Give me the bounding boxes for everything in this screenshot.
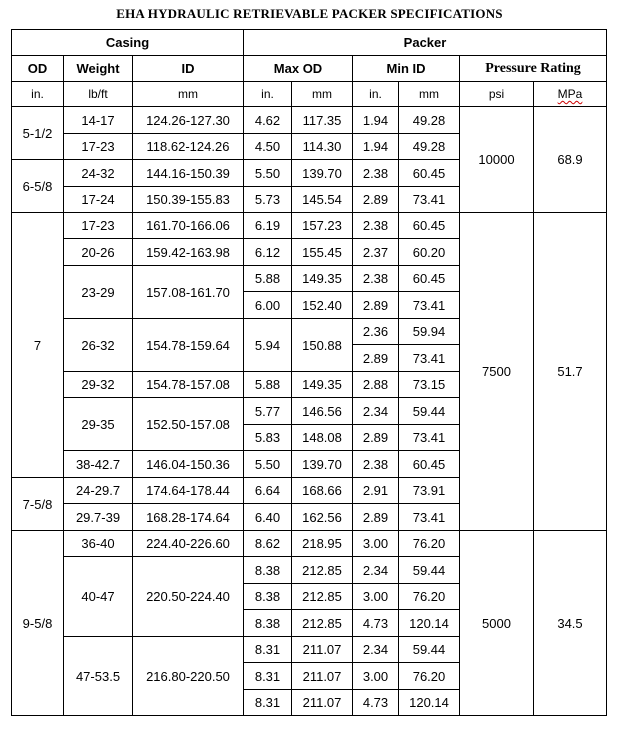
max-od-in-cell: 5.88 (244, 266, 292, 292)
id-cell: 157.08-161.70 (133, 266, 244, 319)
min-id-in-cell: 4.73 (353, 690, 399, 716)
od-cell: 6-5/8 (12, 160, 64, 213)
min-id-mm-cell: 73.41 (399, 504, 460, 531)
weight-cell: 17-23 (64, 134, 133, 160)
max-od-in-cell: 5.50 (244, 451, 292, 478)
weight-cell: 14-17 (64, 107, 133, 134)
weight-header: Weight (64, 56, 133, 82)
min-id-mm-cell: 60.45 (399, 451, 460, 478)
id-cell: 154.78-157.08 (133, 372, 244, 398)
od-header: OD (12, 56, 64, 82)
id-cell: 161.70-166.06 (133, 213, 244, 239)
id-cell: 150.39-155.83 (133, 187, 244, 213)
min-id-mm-cell: 73.41 (399, 187, 460, 213)
mpa-cell: 68.9 (534, 107, 607, 213)
weight-cell: 24-32 (64, 160, 133, 187)
max-od-in-cell: 4.50 (244, 134, 292, 160)
mpa-unit (534, 82, 607, 107)
max-od-mm-cell: 211.07 (292, 690, 353, 716)
weight-cell: 36-40 (64, 531, 133, 557)
max-od-in-cell: 8.38 (244, 584, 292, 610)
max-od-mm-cell: 157.23 (292, 213, 353, 239)
max-od-mm-cell: 150.88 (292, 319, 353, 372)
id-cell: 152.50-157.08 (133, 398, 244, 451)
min-id-mm-cell: 73.41 (399, 425, 460, 451)
max-od-in-cell: 5.83 (244, 425, 292, 451)
pressure-rating-header: Pressure Rating (460, 56, 607, 82)
min-id-in-cell: 2.38 (353, 160, 399, 187)
max-od-mm-cell: 139.70 (292, 160, 353, 187)
id-cell: 216.80-220.50 (133, 637, 244, 716)
max-od-mm-cell: 114.30 (292, 134, 353, 160)
min-id-mm-cell: 76.20 (399, 584, 460, 610)
min-id-mm-cell: 59.44 (399, 398, 460, 425)
casing-header: Casing (12, 30, 244, 56)
max-od-mm-cell: 149.35 (292, 372, 353, 398)
min-id-mm-cell: 60.45 (399, 160, 460, 187)
max-od-in-cell: 6.64 (244, 478, 292, 504)
weight-cell: 17-24 (64, 187, 133, 213)
id-cell: 144.16-150.39 (133, 160, 244, 187)
min-id-in-cell: 2.38 (353, 266, 399, 292)
mpa-cell: 34.5 (534, 531, 607, 716)
min-id-mm-cell: 49.28 (399, 107, 460, 134)
max-od-mm-cell: 146.56 (292, 398, 353, 425)
max-od-mm-cell: 162.56 (292, 504, 353, 531)
id-cell: 124.26-127.30 (133, 107, 244, 134)
min-id-in-cell: 2.34 (353, 637, 399, 663)
id-unit: mm (133, 82, 244, 107)
min-id-mm-cell: 60.45 (399, 213, 460, 239)
max-od-in-cell: 5.88 (244, 372, 292, 398)
max-od-mm-cell: 168.66 (292, 478, 353, 504)
max-od-in-cell: 4.62 (244, 107, 292, 134)
max-od-in-cell: 6.00 (244, 292, 292, 319)
min-id-in-cell: 2.38 (353, 451, 399, 478)
min-id-mm-cell: 73.15 (399, 372, 460, 398)
header-row-group (12, 30, 607, 56)
min-id-in-cell: 2.91 (353, 478, 399, 504)
min-id-mm-cell: 60.20 (399, 239, 460, 266)
min-id-in-cell: 2.88 (353, 372, 399, 398)
min-id-in-cell: 2.89 (353, 345, 399, 372)
packer-spec-table (11, 29, 607, 716)
weight-cell: 29-32 (64, 372, 133, 398)
min-id-mm-cell: 73.91 (399, 478, 460, 504)
weight-cell: 20-26 (64, 239, 133, 266)
id-cell: 159.42-163.98 (133, 239, 244, 266)
min-id-in-cell: 2.34 (353, 557, 399, 584)
weight-cell: 38-42.7 (64, 451, 133, 478)
table-row (12, 213, 607, 239)
id-cell: 168.28-174.64 (133, 504, 244, 531)
od-cell: 5-1/2 (12, 107, 64, 160)
min-id-mm-unit: mm (399, 82, 460, 107)
table-row (12, 107, 607, 134)
max-od-mm-cell: 148.08 (292, 425, 353, 451)
min-id-in-unit: in. (353, 82, 399, 107)
id-cell: 118.62-124.26 (133, 134, 244, 160)
min-id-in-cell: 2.36 (353, 319, 399, 345)
max-od-in-unit: in. (244, 82, 292, 107)
max-od-mm-cell: 117.35 (292, 107, 353, 134)
page-title: EHA HYDRAULIC RETRIEVABLE PACKER SPECIFICATIONS (116, 6, 503, 21)
weight-cell: 17-23 (64, 213, 133, 239)
max-od-mm-cell: 139.70 (292, 451, 353, 478)
min-id-mm-cell: 120.14 (399, 610, 460, 637)
od-cell: 9-5/8 (12, 531, 64, 716)
weight-cell: 29-35 (64, 398, 133, 451)
max-od-in-cell: 6.19 (244, 213, 292, 239)
min-id-in-cell: 1.94 (353, 107, 399, 134)
id-cell: 146.04-150.36 (133, 451, 244, 478)
weight-cell: 24-29.7 (64, 478, 133, 504)
id-cell: 154.78-159.64 (133, 319, 244, 372)
max-od-in-cell: 5.73 (244, 187, 292, 213)
max-od-mm-cell: 212.85 (292, 610, 353, 637)
min-id-in-cell: 2.89 (353, 187, 399, 213)
max-od-mm-cell: 211.07 (292, 637, 353, 663)
header-row-columns (12, 56, 607, 82)
min-id-in-cell: 2.89 (353, 292, 399, 319)
weight-cell: 47-53.5 (64, 637, 133, 716)
max-od-header: Max OD (244, 56, 353, 82)
min-id-mm-cell: 49.28 (399, 134, 460, 160)
od-cell: 7 (12, 213, 64, 478)
max-od-in-cell: 6.12 (244, 239, 292, 266)
weight-cell: 29.7-39 (64, 504, 133, 531)
min-id-mm-cell: 59.44 (399, 637, 460, 663)
min-id-mm-cell: 60.45 (399, 266, 460, 292)
max-od-mm-cell: 211.07 (292, 663, 353, 690)
table-row (12, 531, 607, 557)
units-row (12, 82, 607, 107)
od-unit: in. (12, 82, 64, 107)
psi-cell: 5000 (460, 531, 534, 716)
min-id-mm-cell: 73.41 (399, 292, 460, 319)
mpa-unit-text: MPa (557, 87, 583, 101)
id-cell: 224.40-226.60 (133, 531, 244, 557)
min-id-mm-cell: 76.20 (399, 663, 460, 690)
id-cell: 220.50-224.40 (133, 557, 244, 637)
psi-cell: 10000 (460, 107, 534, 213)
max-od-in-cell: 8.38 (244, 557, 292, 584)
max-od-mm-cell: 152.40 (292, 292, 353, 319)
min-id-in-cell: 2.38 (353, 213, 399, 239)
max-od-in-cell: 8.62 (244, 531, 292, 557)
max-od-in-cell: 8.31 (244, 663, 292, 690)
max-od-in-cell: 5.77 (244, 398, 292, 425)
weight-cell: 26-32 (64, 319, 133, 372)
max-od-mm-cell: 218.95 (292, 531, 353, 557)
weight-unit: lb/ft (64, 82, 133, 107)
min-id-in-cell: 3.00 (353, 531, 399, 557)
min-id-mm-cell: 76.20 (399, 531, 460, 557)
packer-header: Packer (244, 30, 607, 56)
id-cell: 174.64-178.44 (133, 478, 244, 504)
min-id-in-cell: 2.34 (353, 398, 399, 425)
max-od-mm-unit: mm (292, 82, 353, 107)
min-id-header: Min ID (353, 56, 460, 82)
min-id-in-cell: 2.89 (353, 425, 399, 451)
min-id-in-cell: 2.37 (353, 239, 399, 266)
max-od-in-cell: 5.94 (244, 319, 292, 372)
max-od-in-cell: 8.38 (244, 610, 292, 637)
weight-cell: 23-29 (64, 266, 133, 319)
id-header: ID (133, 56, 244, 82)
psi-cell: 7500 (460, 213, 534, 531)
min-id-in-cell: 3.00 (353, 663, 399, 690)
min-id-in-cell: 1.94 (353, 134, 399, 160)
max-od-in-cell: 8.31 (244, 637, 292, 663)
min-id-mm-cell: 59.44 (399, 557, 460, 584)
min-id-mm-cell: 120.14 (399, 690, 460, 716)
weight-cell: 40-47 (64, 557, 133, 637)
max-od-mm-cell: 155.45 (292, 239, 353, 266)
max-od-in-cell: 8.31 (244, 690, 292, 716)
min-id-mm-cell: 59.94 (399, 319, 460, 345)
min-id-in-cell: 3.00 (353, 584, 399, 610)
min-id-in-cell: 2.89 (353, 504, 399, 531)
max-od-mm-cell: 145.54 (292, 187, 353, 213)
od-cell: 7-5/8 (12, 478, 64, 531)
min-id-mm-cell: 73.41 (399, 345, 460, 372)
mpa-cell: 51.7 (534, 213, 607, 531)
psi-unit: psi (460, 82, 534, 107)
min-id-in-cell: 4.73 (353, 610, 399, 637)
max-od-in-cell: 6.40 (244, 504, 292, 531)
max-od-mm-cell: 212.85 (292, 584, 353, 610)
max-od-mm-cell: 212.85 (292, 557, 353, 584)
max-od-in-cell: 5.50 (244, 160, 292, 187)
max-od-mm-cell: 149.35 (292, 266, 353, 292)
